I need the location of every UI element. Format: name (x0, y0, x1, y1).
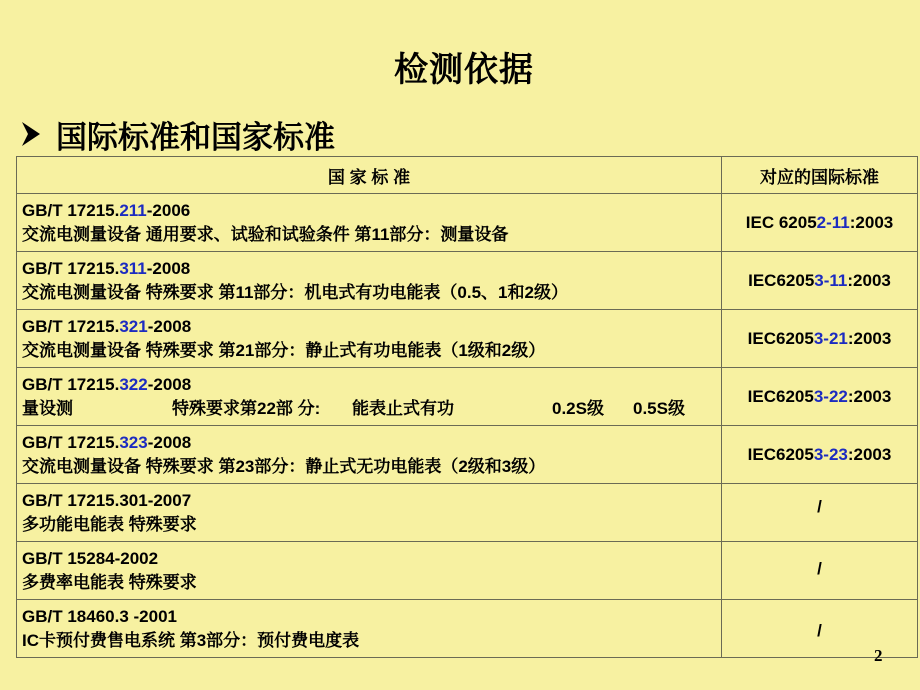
national-standard-cell (17, 426, 722, 484)
international-standard-cell: / (722, 600, 918, 658)
national-standard-cell (17, 542, 722, 600)
header-international: 对应的国际标准 (722, 157, 918, 194)
table-row (17, 368, 918, 426)
international-standard-cell: IEC62053-22:2003 (722, 368, 918, 426)
international-standard-cell: IEC 62052-11:2003 (722, 194, 918, 252)
national-standard-cell (17, 310, 722, 368)
standards-table (16, 156, 918, 658)
standard-description: 交流电测量设备 特殊要求 第11部分：机电式有功电能表（0.5、1和2级） (22, 282, 568, 302)
standard-code: GB/T 17215.323-2008 (22, 432, 192, 452)
national-standard-cell (17, 252, 722, 310)
standard-code: GB/T 15284-2002 (22, 548, 159, 568)
standard-description: IC卡预付费售电系统 第3部分：预付费电度表 (22, 630, 360, 650)
international-standard-cell: / (722, 542, 918, 600)
table-row (17, 542, 918, 600)
standard-description: 交流电测量设备 特殊要求 第21部分：静止式有功电能表（1级和2级） (22, 340, 546, 360)
header-national: 国 家 标 准 (17, 157, 722, 194)
standard-code: GB/T 18460.3 -2001 (22, 606, 177, 626)
international-standard-cell: / (722, 484, 918, 542)
table-row (17, 600, 918, 658)
table-row (17, 484, 918, 542)
table-row (17, 426, 918, 484)
international-standard-cell: IEC62053-11:2003 (722, 252, 918, 310)
table-row (17, 194, 918, 252)
section-heading (20, 112, 335, 156)
standard-description: 交流电测量设备 特殊要求 第23部分：静止式无功电能表（2级和3级） (22, 456, 546, 476)
standard-description: 交流电测量设备 通用要求、试验和试验条件 第11部分：测量设备 (22, 224, 509, 244)
standard-code: GB/T 17215.321-2008 (22, 316, 192, 336)
section-title: 国际标准和国家标准 (56, 119, 335, 155)
standard-code: GB/T 17215.301-2007 (22, 490, 192, 510)
arrow-bullet-icon (20, 121, 42, 147)
table-row (17, 252, 918, 310)
page-number: 2 (874, 646, 883, 665)
standard-code: GB/T 17215.322-2008 (22, 374, 192, 394)
standard-code: GB/T 17215.311-2008 (22, 258, 191, 278)
international-standard-cell: IEC62053-21:2003 (722, 310, 918, 368)
standard-description: 量设测 特殊要求第22部 分: 能表止式有功 0.2S级 0.5S级 (22, 398, 685, 418)
international-standard-cell: IEC62053-23:2003 (722, 426, 918, 484)
national-standard-cell (17, 368, 722, 426)
table-header-row (17, 157, 918, 194)
national-standard-cell (17, 484, 722, 542)
standard-description: 多费率电能表 特殊要求 (22, 572, 197, 592)
national-standard-cell (17, 194, 722, 252)
slide-title: 检测依据 (394, 51, 534, 89)
standard-code: GB/T 17215.211-2006 (22, 200, 191, 220)
national-standard-cell (17, 600, 722, 658)
standard-description: 多功能电能表 特殊要求 (22, 514, 197, 534)
table-row (17, 310, 918, 368)
